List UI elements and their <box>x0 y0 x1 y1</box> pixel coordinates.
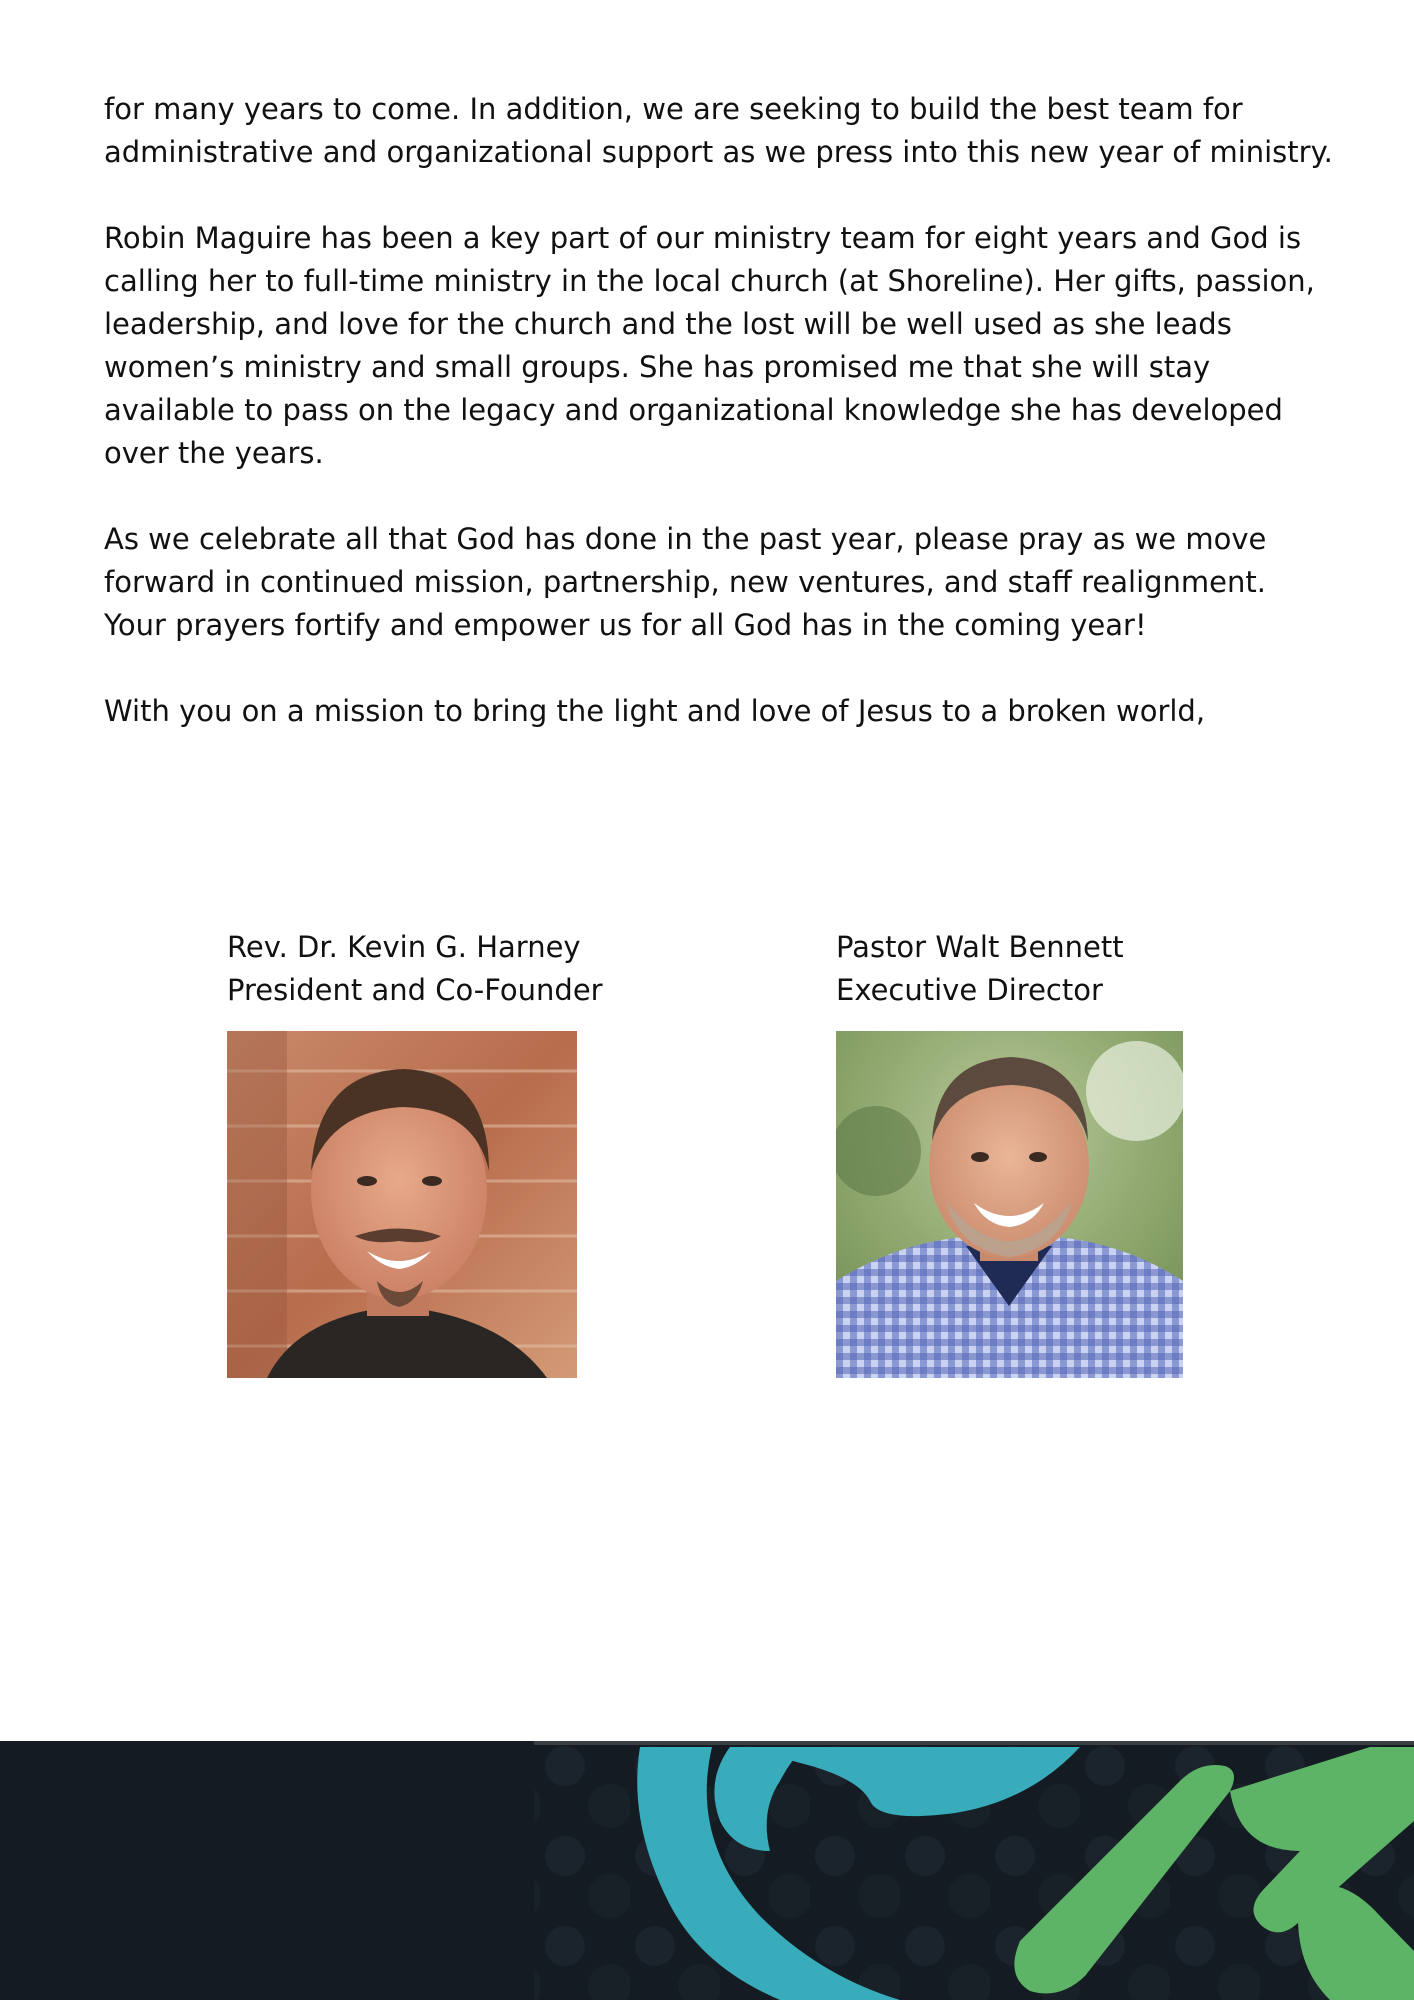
signer-block <box>836 926 1124 1012</box>
signer-block <box>227 926 603 1012</box>
signer-name: Rev. Dr. Kevin G. Harney <box>227 930 581 964</box>
letter-paragraph: As we celebrate all that God has done in the past year, please pray as we move forward in continued mission, partnership, new ventures, and staff realignment. Your prayers fortify and empower us for all God has in the coming year! <box>104 522 1267 642</box>
signer-name: Pastor Walt Bennett <box>836 930 1124 964</box>
portrait-photo-icon <box>227 1031 577 1378</box>
organization-logo-mark-icon <box>0 1741 1414 2000</box>
signer-title: President and Co-Founder <box>227 973 603 1007</box>
portrait-photo-icon <box>836 1031 1183 1378</box>
letter-paragraph: for many years to come. In addition, we are seeking to build the best team for administrative and organizational support as we press into this new year of ministry. <box>104 92 1333 169</box>
letter-paragraph: Robin Maguire has been a key part of our ministry team for eight years and God is calling her to full-time ministry in the local church (at Shoreline). Her gifts, passion, leadership, and love for the church and the lost will be well used as she leads women’s ministry and small groups. She has promised me that she will stay available to pass on the legacy and organizational knowledge she has developed over the years. <box>104 221 1315 470</box>
footer-banner <box>0 1741 1414 2000</box>
signer-title: Executive Director <box>836 973 1103 1007</box>
letter-body <box>104 88 1334 776</box>
signer-photo <box>227 1031 577 1378</box>
signer-photo <box>836 1031 1183 1378</box>
letter-closing: With you on a mission to bring the light and love of Jesus to a broken world, <box>104 694 1206 728</box>
